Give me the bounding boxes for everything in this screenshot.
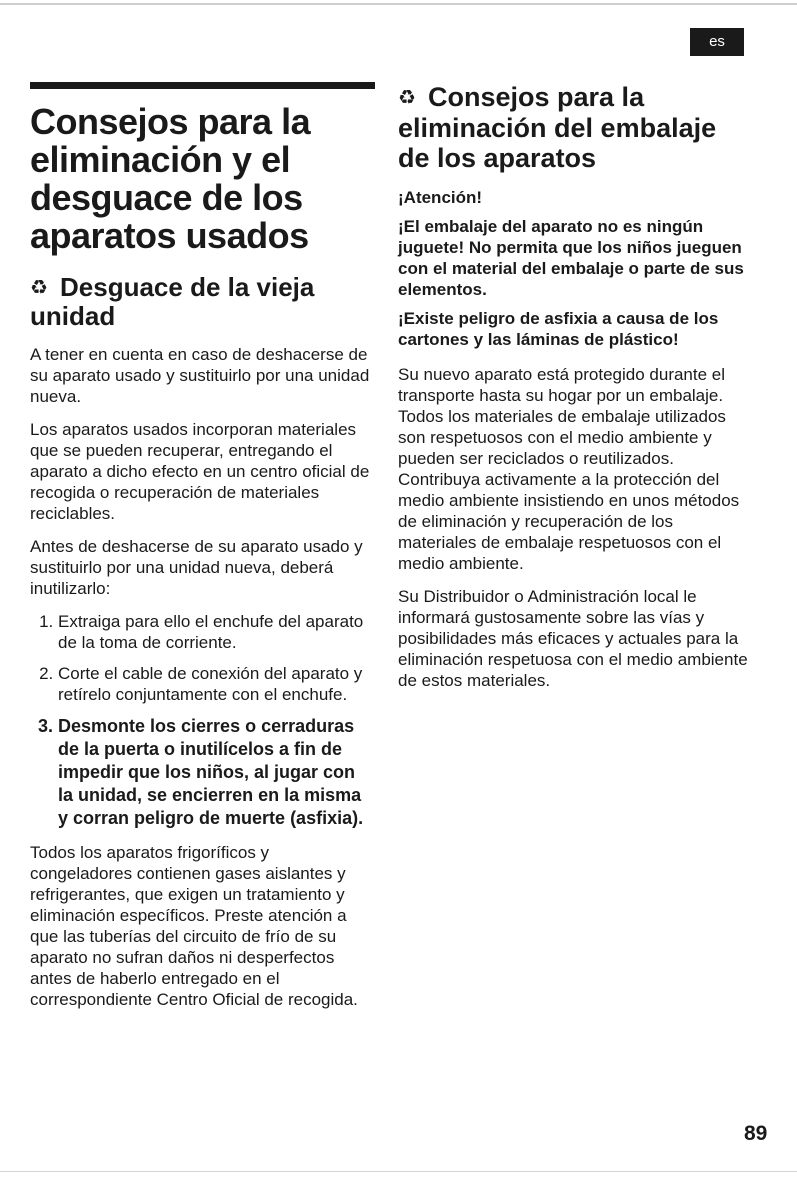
list-item: 3. Desmonte los cierres o cerraduras de la puerta o inutilícelos a fin de impedir que los niños, al jugar con la unidad, se encierren en la misma y corran peligro de muerte (asfixia).	[58, 715, 375, 830]
section-heading-embalaje	[398, 82, 748, 173]
warning-text: ¡Existe peligro de asfixia a causa de los cartones y las láminas de plástico!	[398, 309, 719, 349]
paragraph: Los aparatos usados incorporan materiales que se pueden recuperar, entregando el aparato a dicho efecto en un centro oficial de recogida o recuperación de materiales reciclables.	[30, 420, 370, 523]
top-border	[0, 3, 797, 5]
warning-label: ¡Atención!	[398, 188, 483, 207]
paragraph: Su Distribuidor o Administración local le informará gustosamente sobre las vías y posibilidades más eficaces y actuales para la eliminación respetuosa con el medio ambiente de estos materiales.	[398, 587, 748, 690]
paragraph: Su nuevo aparato está protegido durante el transporte hasta su hogar por un embalaje. Todos los materiales de embalaje utilizados son respetuosos con el medio ambiente y pueden ser reciclados o reutilizados. Contribuya activamente a la protección del medio ambiente insistiendo en unos métodos de eliminación y recuperación de los materiales de embalaje respetuosos con el medio ambiente.	[398, 365, 740, 573]
recycle-icon: ♻	[398, 87, 416, 109]
steps-list	[30, 611, 375, 830]
left-column	[30, 82, 375, 1022]
section-heading-text: Desguace de la vieja unidad	[30, 272, 315, 331]
list-item: 2. Corte el cable de conexión del aparato y retírelo conjuntamente con el enchufe.	[58, 663, 375, 705]
list-item: 1. Extraiga para ello el enchufe del aparato de la toma de corriente.	[58, 611, 375, 653]
paragraph: Antes de deshacerse de su aparato usado y sustituirlo por una unidad nueva, deberá inutilizarlo:	[30, 537, 363, 598]
page-title: Consejos para la eliminación y el desguace de los aparatos usados	[30, 101, 311, 256]
paragraph: A tener en cuenta en caso de deshacerse de su aparato usado y sustituirlo por una unidad nueva.	[30, 345, 370, 406]
section-heading-desguace	[30, 273, 375, 330]
title-rule	[30, 82, 375, 89]
warning-text: ¡El embalaje del aparato no es ningún juguete! No permita que los niños jueguen con el material del embalaje o parte de sus elementos.	[398, 217, 744, 299]
page-number: 89	[744, 1122, 768, 1145]
paragraph: Todos los aparatos frigoríficos y congeladores contienen gases aislantes y refrigerantes, que exigen un tratamiento y eliminación específicos. Preste atención a que las tuberías del circuito de frío de su aparato no sufran daños ni desperfectos antes de haberlo entregado en el correspondiente Centro Oficial de recogida.	[30, 843, 358, 1009]
language-badge: es	[690, 28, 744, 56]
right-column	[398, 82, 748, 703]
recycle-icon: ♻	[30, 277, 48, 299]
section-heading-text: Consejos para la eliminación del embalaje de los aparatos	[398, 82, 717, 173]
bottom-border	[0, 1171, 797, 1172]
